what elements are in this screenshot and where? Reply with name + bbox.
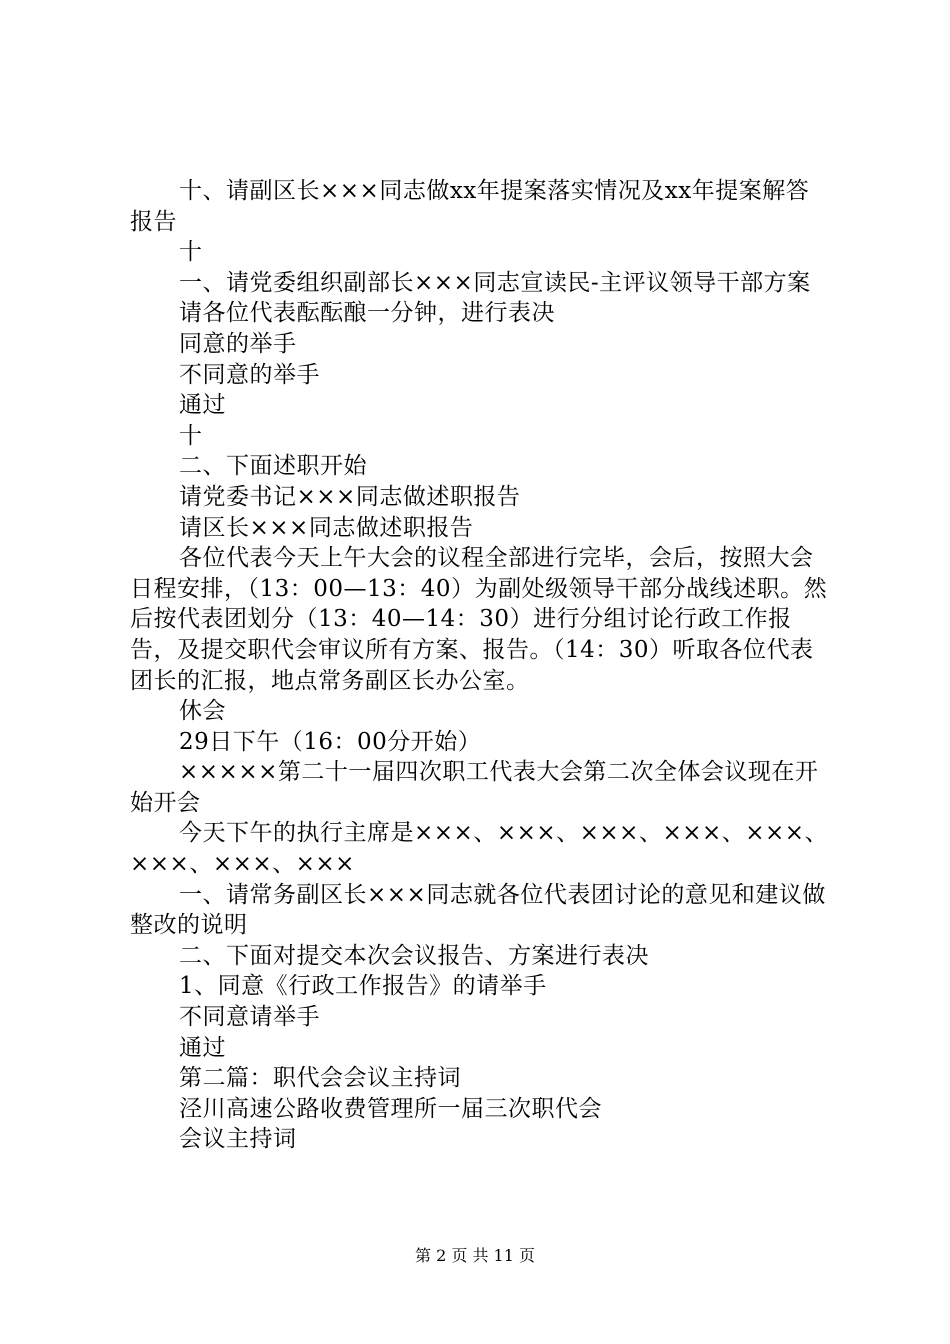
paragraph: 1、同意《行政工作报告》的请举手 bbox=[179, 973, 547, 1000]
paragraph: 通过 bbox=[179, 1034, 226, 1061]
paragraph: 今天下午的执行主席是×××、×××、×××、×××、×××、×××、×××、××× bbox=[130, 820, 829, 878]
paragraph: 不同意请举手 bbox=[179, 1004, 320, 1031]
paragraph: 一、请党委组织副部长×××同志宣读民-主评议领导干部方案 bbox=[179, 269, 811, 296]
paragraph: 一、请常务副区长×××同志就各位代表团讨论的意见和建议做整改的说明 bbox=[130, 881, 826, 939]
paragraph: 请区长×××同志做述职报告 bbox=[179, 514, 474, 541]
paragraph: 二、下面对提交本次会议报告、方案进行表决 bbox=[179, 942, 649, 969]
paragraph: 二、下面述职开始 bbox=[179, 453, 367, 480]
paragraph: 29日下午（16：00分开始） bbox=[179, 728, 482, 755]
paragraph: 请各位代表酝酝酿一分钟，进行表决 bbox=[179, 300, 555, 327]
paragraph: ×××××第二十一届四次职工代表大会第二次全体会议现在开始开会 bbox=[130, 759, 819, 816]
page-number-footer: 第 2 页 共 11 页 bbox=[415, 1246, 535, 1265]
paragraph: 不同意的举手 bbox=[179, 361, 320, 388]
paragraph: 各位代表今天上午大会的议程全部进行完毕，会后，按照大会日程安排，（13：00—13：40）为副处级领导干部分战线述职。然后按代表团划分（13：40—14：30）进行分组讨论行政工作报告，及提交职代会审议所有方案、报告。（14：30）听取各位代表团长的汇报，地点常务副区长办公室。 bbox=[130, 545, 828, 694]
paragraph: 十 bbox=[179, 239, 203, 266]
paragraph: 请党委书记×××同志做述职报告 bbox=[179, 483, 521, 510]
paragraph: 十 bbox=[179, 422, 203, 449]
paragraph: 同意的举手 bbox=[179, 330, 297, 357]
paragraph: 通过 bbox=[179, 392, 226, 419]
paragraph: 第二篇：职代会会议主持词 bbox=[179, 1065, 461, 1092]
paragraph: 休会 bbox=[179, 698, 226, 725]
paragraph: 会议主持词 bbox=[179, 1126, 297, 1153]
document-body bbox=[130, 176, 830, 1155]
paragraph: 十、请副区长×××同志做xx年提案落实情况及xx年提案解答报告 bbox=[130, 178, 810, 235]
paragraph: 泾川高速公路收费管理所一届三次职代会 bbox=[179, 1095, 602, 1122]
